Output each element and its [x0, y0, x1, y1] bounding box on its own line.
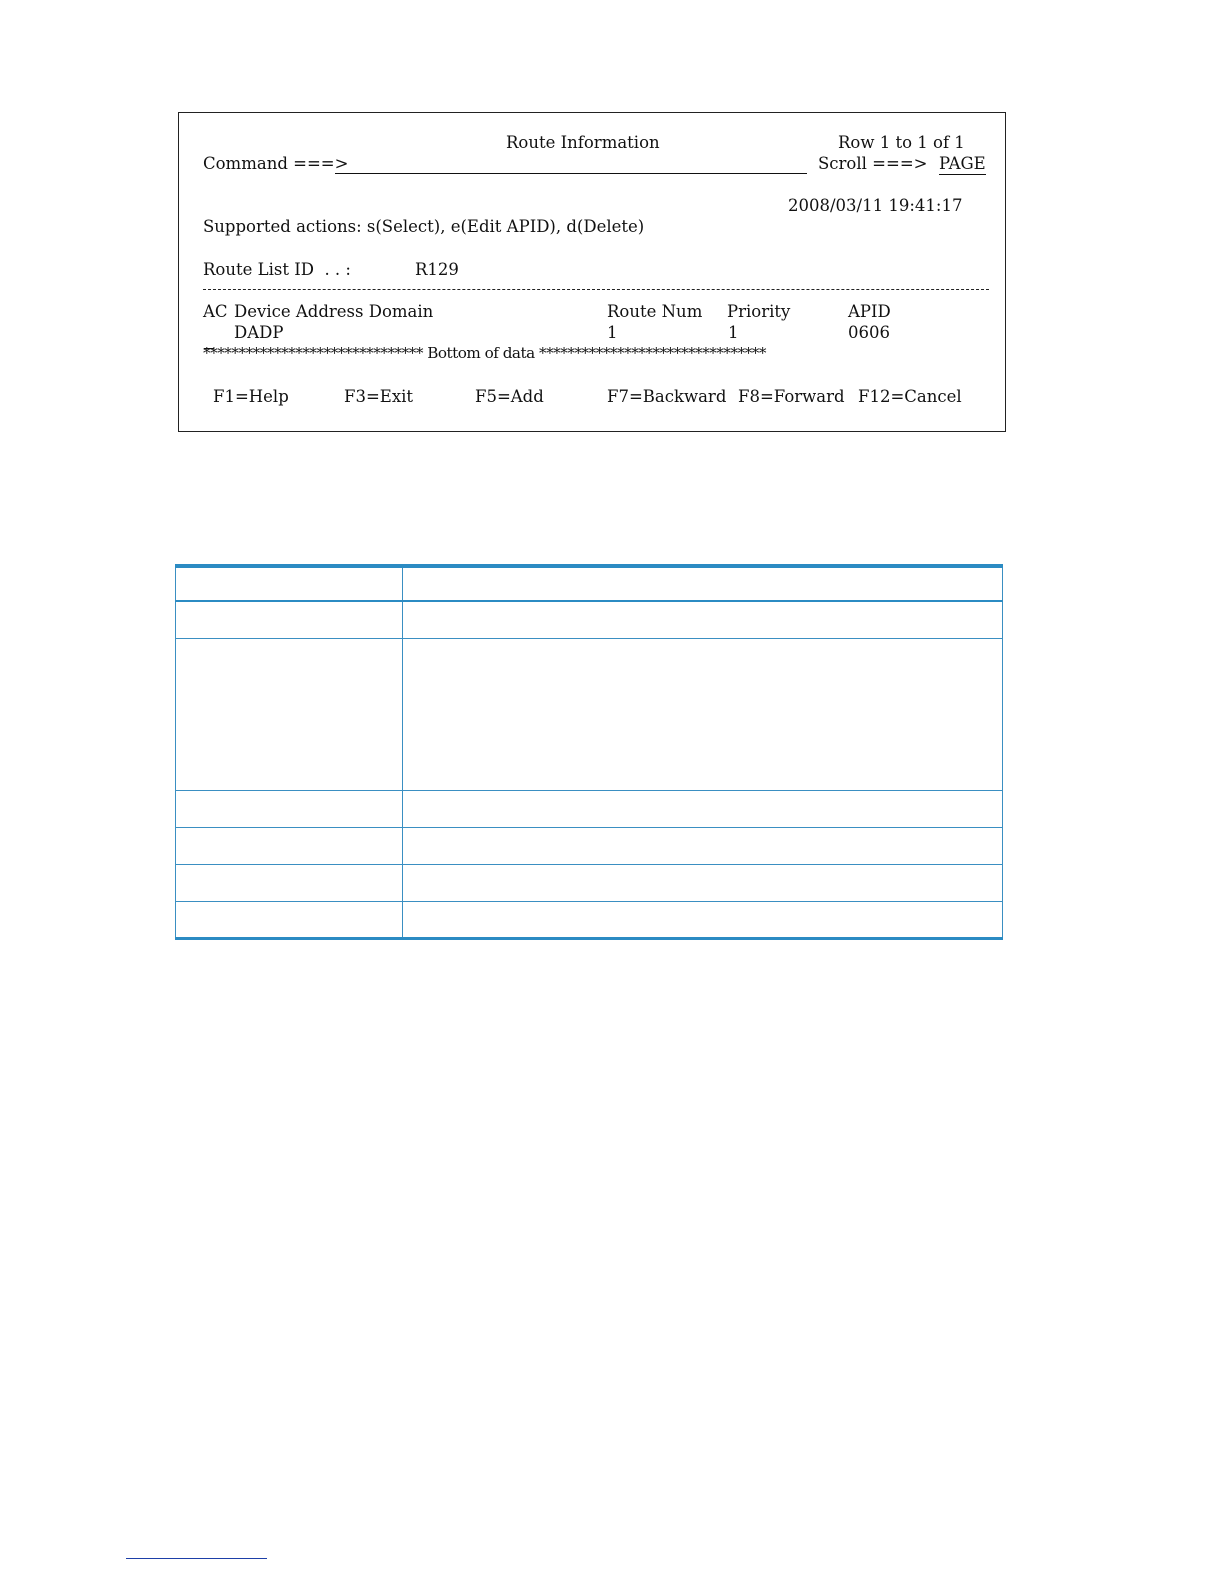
footer-link[interactable] [126, 1558, 267, 1559]
table-cell [403, 790, 1003, 827]
table-row [176, 864, 1003, 901]
table-cell [176, 901, 403, 938]
table-cell [176, 864, 403, 901]
supported-actions: Supported actions: s(Select), e(Edit APID), d(Delete) [203, 217, 645, 236]
timestamp: 2008/03/11 19:41:17 [788, 196, 963, 215]
row-priority: 1 [728, 323, 739, 342]
scroll-label: Scroll ===> [818, 154, 928, 173]
column-header-ac: AC [203, 302, 228, 321]
table-cell [176, 638, 403, 790]
table-cell [403, 864, 1003, 901]
table-cell [403, 827, 1003, 864]
description-table [175, 564, 1003, 940]
f1-help-key[interactable]: F1=Help [213, 387, 289, 406]
terminal-screen [178, 112, 1006, 432]
command-label: Command ===> [203, 154, 349, 173]
scroll-input[interactable]: PAGE [939, 154, 986, 173]
screen-title: Route Information [506, 133, 660, 152]
table-cell [403, 901, 1003, 938]
table-row [176, 601, 1003, 638]
table-cell [176, 601, 403, 638]
f12-cancel-key[interactable]: F12=Cancel [858, 387, 962, 406]
table-row [176, 901, 1003, 938]
f8-forward-key[interactable]: F8=Forward [738, 387, 845, 406]
table-cell [176, 790, 403, 827]
table-header-cell [403, 566, 1003, 601]
row-apid: 0606 [848, 323, 890, 342]
table-cell [176, 827, 403, 864]
row-indicator: Row 1 to 1 of 1 [838, 133, 965, 152]
separator-line [203, 289, 989, 290]
table-row [176, 638, 1003, 790]
column-header-apid: APID [848, 302, 891, 321]
route-list-label: Route List ID . . : [203, 260, 351, 279]
f7-backward-key[interactable]: F7=Backward [607, 387, 727, 406]
table-header-row [176, 566, 1003, 601]
row-device-address-domain: DADP [234, 323, 284, 342]
route-list-id: R129 [415, 260, 459, 279]
table-row [176, 790, 1003, 827]
column-header-route-num: Route Num [607, 302, 703, 321]
command-input[interactable] [335, 173, 807, 174]
f3-exit-key[interactable]: F3=Exit [344, 387, 414, 406]
row-route-num: 1 [607, 323, 618, 342]
column-header-priority: Priority [727, 302, 791, 321]
table-cell [403, 638, 1003, 790]
table-row [176, 827, 1003, 864]
column-header-device-address-domain: Device Address Domain [234, 302, 434, 321]
bottom-of-data: ******************************* Bottom of data ******************************** [203, 344, 766, 362]
f5-add-key[interactable]: F5=Add [475, 387, 544, 406]
table-cell [403, 601, 1003, 638]
table-header-cell [176, 566, 403, 601]
